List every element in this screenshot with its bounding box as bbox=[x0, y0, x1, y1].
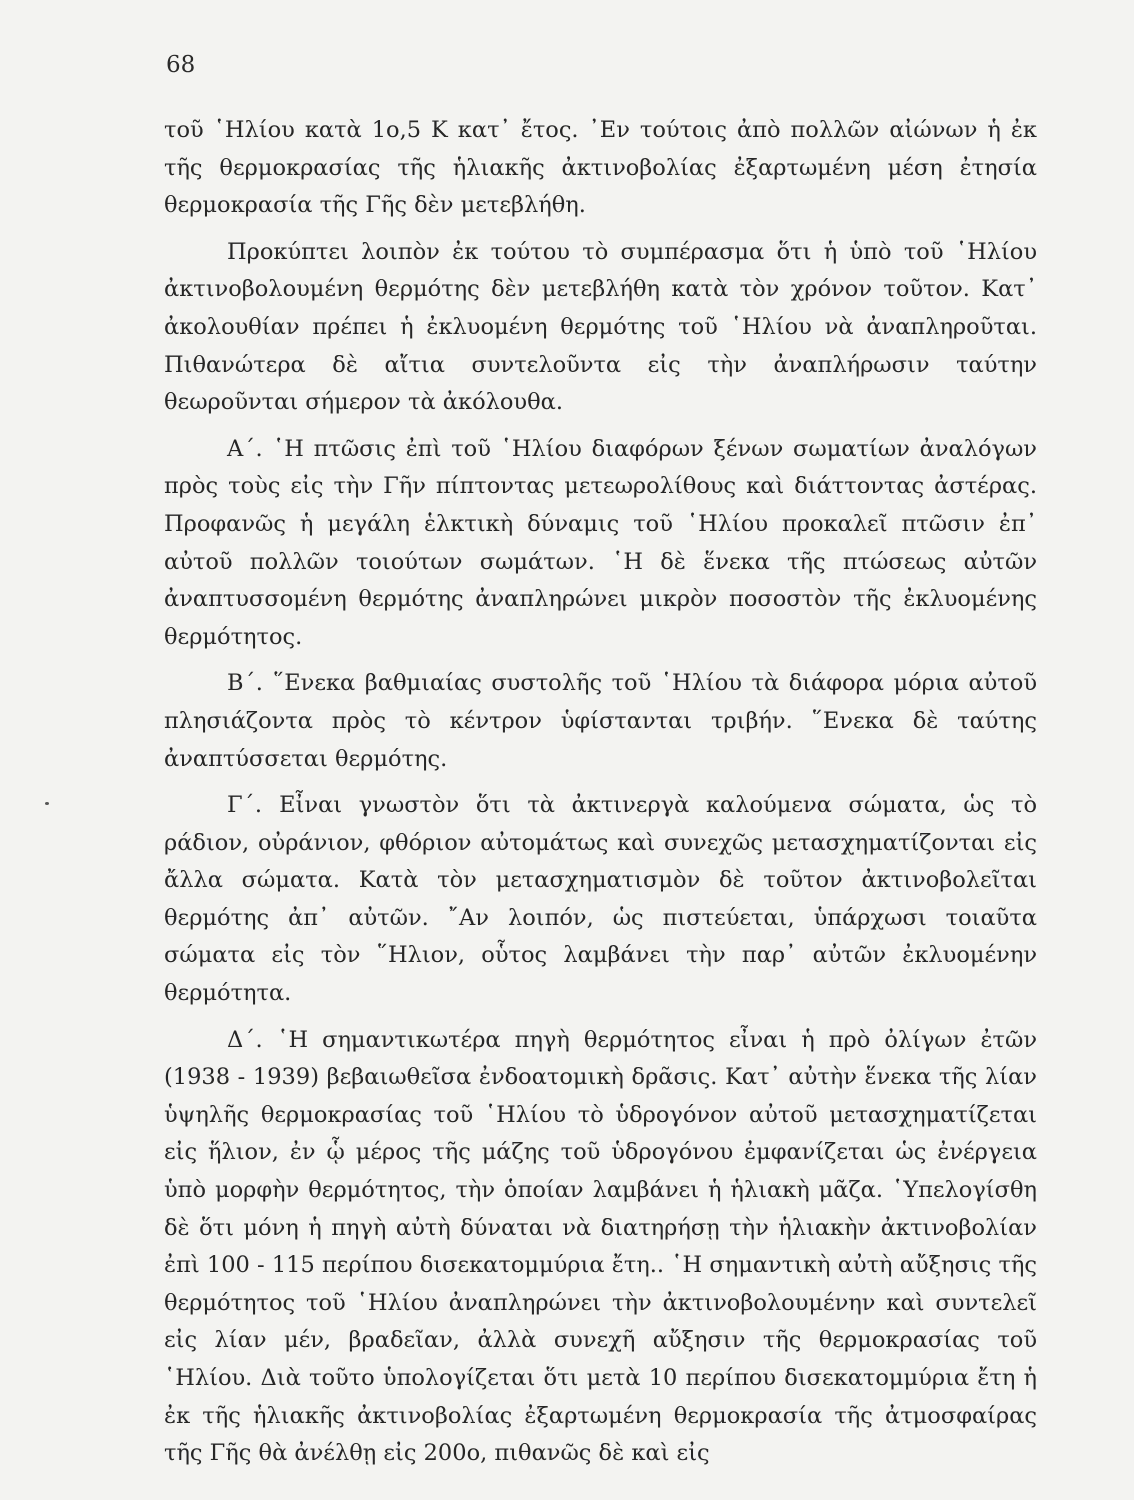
paragraph-item-c bbox=[164, 787, 1037, 1013]
paragraph-item-b bbox=[164, 665, 1037, 778]
paragraph-item-d bbox=[164, 1022, 1037, 1473]
item-marker: Α΄. bbox=[227, 435, 264, 462]
item-marker: Β΄. bbox=[227, 670, 264, 697]
paragraph-text: Εἶναι γνωστὸν ὅτι τὰ ἀκτινεργὰ καλούμενα σώματα, ὡς τὸ ράδιον, οὐράνιον, φθόριον αὐτομάτως καὶ συνεχῶς μετασχηματίζονται εἰς ἄλλα σώματα. Κατὰ τὸν μετασχηματισμὸν δὲ τοῦτον ἀκτινοβολεῖται θερμότης ἀπ᾽ αὐτῶν. ῎Αν λοιπόν, ὡς πιστεύεται, ὑπάρχωσι τοιαῦτα σώματα εἰς τὸν ῞Ηλιον, οὗτος λαμβάνει τὴν παρ᾽ αὐτῶν ἐκλυομένην θερμότητα. bbox=[164, 792, 1038, 1007]
paragraph-item-a bbox=[164, 431, 1037, 657]
paragraph-continuation bbox=[164, 112, 1037, 225]
paragraph-text: ῾Η σημαντικωτέρα πηγὴ θερμότητος εἶναι ἡ πρὸ ὀλίγων ἐτῶν (1938 - 1939) βεβαιωθεῖσα ἐνδοατομικὴ δρᾶσις. Κατ᾽ αὐτὴν ἕνεκα τῆς λίαν ὑψηλῆς θερμοκρασίας τοῦ ῾Ηλίου τὸ ὑδρογόνον αὐτοῦ μετασχηματίζεται εἰς ἥλιον, ἐν ᾧ μέρος τῆς μάζης τοῦ ὑδρογόνου ἐμφανίζεται ὡς ἐνέργεια ὑπὸ μορφὴν θερμότητος, τὴν ὁποίαν λαμβάνει ἡ ἡλιακὴ μᾶζα. ῾Υπελογίσθη δὲ ὅτι μόνη ἡ πηγὴ αὐτὴ δύναται νὰ διατηρήσῃ τὴν ἡλιακὴν ἀκτινοβολίαν ἐπὶ 100 - 115 περίπου δισεκατομμύρια ἔτη.. ῾Η σημαντικὴ αὐτὴ αὔξησις τῆς θερμότητος τοῦ ῾Ηλίου ἀναπληρώνει τὴν ἀκτινοβολουμένην καὶ συντελεῖ εἰς λίαν μέν, βραδεῖαν, ἀλλὰ συνεχῆ αὔξησιν τῆς θερμοκρασίας τοῦ ῾Ηλίου. Διὰ τοῦτο ὑπολογίζεται ὅτι μετὰ 10 περίπου δισεκατομμύρια ἔτη ἡ ἐκ τῆς ἡλιακῆς ἀκτινοβολίας ἐξαρτωμένη θερμοκρασία τῆς ἀτμοσφαίρας τῆς Γῆς θὰ ἀνέλθῃ εἰς 200ο, πιθανῶς δὲ καὶ εἰς bbox=[164, 1026, 1037, 1467]
scan-speck bbox=[45, 802, 49, 805]
body-text bbox=[164, 112, 1037, 1482]
paragraph-text: ῞Ενεκα βαθμιαίας συστολῆς τοῦ ῾Ηλίου τὰ διάφορα μόρια αὐτοῦ πλησιάζοντα πρὸς τὸ κέντρον ὑφίστανται τριβήν. ῞Ενεκα δὲ ταύτης ἀναπτύσσεται θερμότης. bbox=[164, 670, 1038, 772]
paragraph-text: τοῦ ῾Ηλίου κατὰ 1ο,5 Κ κατ᾽ ἔτος. ᾽Εν τούτοις ἀπὸ πολλῶν αἰώνων ἡ ἐκ τῆς θερμοκρασίας τῆς ἡλιακῆς ἀκτινοβολίας ἐξαρτωμένη μέση ἐτησία θερμοκρασία τῆς Γῆς δὲν μετεβλήθη. bbox=[164, 117, 1037, 219]
item-marker: Δ΄. bbox=[227, 1026, 264, 1053]
page-number: 68 bbox=[166, 52, 196, 78]
paragraph-conclusion bbox=[164, 234, 1037, 422]
paragraph-text: ῾Η πτῶσις ἐπὶ τοῦ ῾Ηλίου διαφόρων ξένων σωματίων ἀναλόγων πρὸς τοὺς εἰς τὴν Γῆν πίπτοντας μετεωρολίθους καὶ διάττοντας ἀστέρας. Προφανῶς ἡ μεγάλη ἑλκτικὴ δύναμις τοῦ ῾Ηλίου προκαλεῖ πτῶσιν ἐπ᾽ αὐτοῦ πολλῶν τοιούτων σωμάτων. ῾Η δὲ ἕνεκα τῆς πτώσεως αὐτῶν ἀναπτυσσομένη θερμότης ἀναπληρώνει μικρὸν ποσοστὸν τῆς ἐκλυομένης θερμότητος. bbox=[164, 435, 1037, 650]
paragraph-text: Προκύπτει λοιπὸν ἐκ τούτου τὸ συμπέρασμα ὅτι ἡ ὑπὸ τοῦ ῾Ηλίου ἀκτινοβολουμένη θερμότης δὲν μετεβλήθη κατὰ τὸν χρόνον τοῦτον. Κατ᾽ ἀκολουθίαν πρέπει ἡ ἐκλυομένη θερμότης τοῦ ῾Ηλίου νὰ ἀναπληροῦται. Πιθανώτερα δὲ αἴτια συντελοῦντα εἰς τὴν ἀναπλήρωσιν ταύτην θεωροῦνται σήμερον τὰ ἀκόλουθα. bbox=[164, 238, 1037, 416]
item-marker: Γ΄. bbox=[227, 792, 263, 819]
